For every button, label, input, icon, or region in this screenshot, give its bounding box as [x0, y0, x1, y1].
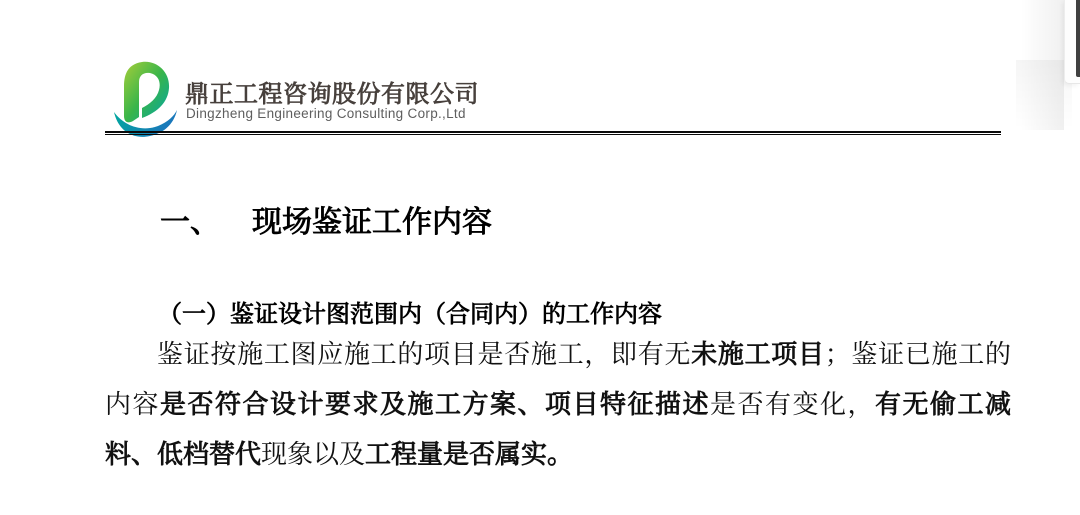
header-rule [105, 131, 1001, 135]
subsection-heading: （一）鉴证设计图范围内（合同内）的工作内容 [158, 302, 662, 328]
paragraph-run: 是否有变化， [709, 390, 875, 419]
paragraph-run: 未施工项目 [691, 340, 825, 369]
paragraph-run: ；鉴证已施工的内容 [105, 340, 1011, 419]
company-logo-icon [112, 60, 182, 140]
section-heading [160, 197, 492, 241]
paragraph-run: 工程量是否属实。 [365, 440, 574, 469]
page-edge-shadow [1020, 0, 1064, 130]
header-rule-thin-line [105, 134, 1001, 135]
company-name-en: Dingzheng Engineering Consulting Corp.,Ltd [186, 106, 466, 121]
scrollbar-track[interactable] [1064, 0, 1080, 84]
dingzheng-logo-icon [112, 60, 182, 140]
header-rule-thick-line [105, 131, 1001, 133]
paragraph-run: 现象以及 [261, 440, 366, 469]
section-title: 现场鉴证工作内容 [252, 206, 492, 239]
paragraph-run: 鉴证按施工图应施工的项目是否施工，即有无 [157, 340, 692, 369]
paragraph-run: 有无偷工减料、低档替代 [105, 390, 1011, 469]
section-number: 一、 [160, 206, 220, 239]
paragraph-run: 是否符合设计要求及施工方案、项目特征描述 [160, 390, 710, 419]
body-paragraph [105, 330, 1011, 480]
company-name-zh: 鼎正工程咨询股份有限公司 [185, 81, 479, 108]
scrollbar-thumb[interactable] [1076, 0, 1080, 77]
logo-d-shape [124, 62, 169, 123]
